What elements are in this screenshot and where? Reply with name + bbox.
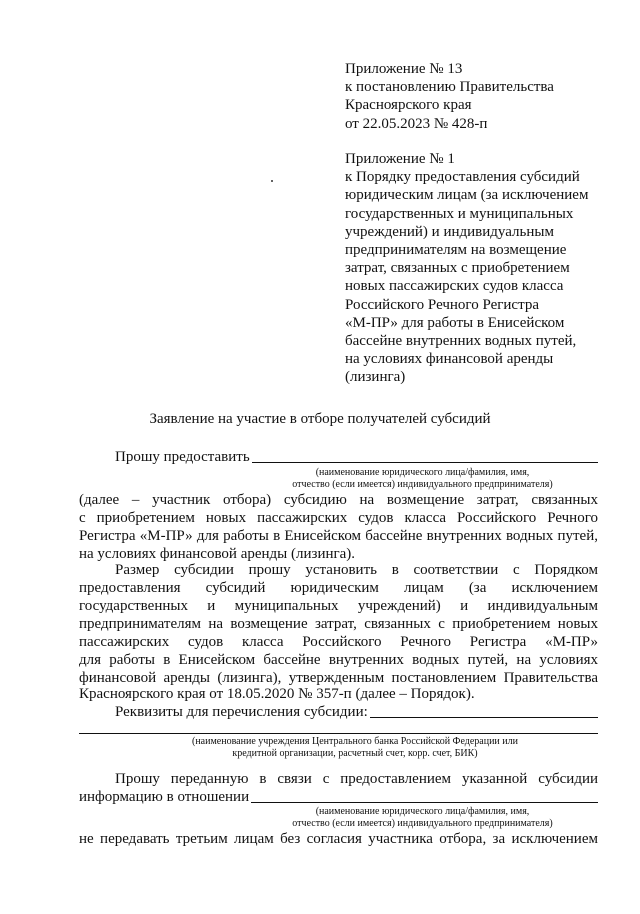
para1-line: Регистра «М-ПР» для работы в Енисейском бассейне внутренних водных путей, <box>79 528 598 544</box>
caption-line: (наименование юридического лица/фамилия, имя, <box>315 467 530 478</box>
annex-line: Российского Речного Регистра <box>345 296 539 313</box>
annex-line: затрат, связанных с приобретением <box>345 260 570 277</box>
annex-line: Приложение № 1 <box>345 151 455 167</box>
request-applicant-field[interactable] <box>252 448 598 463</box>
annex-line: новых пассажирских судов класса <box>345 278 564 295</box>
annex-line: к Порядку предоставления субсидий <box>345 169 580 186</box>
caption-line: кредитной организации, расчетный счет, корр. счет, БИК) <box>232 747 478 759</box>
para3-line: Прошу переданную в связи с предоставлением указанной субсидии <box>115 771 598 787</box>
scan-speck <box>271 180 273 182</box>
annex-line: Приложение № 13 <box>345 61 463 77</box>
annex-line: Красноярского края <box>345 97 472 114</box>
para2-line: Размер субсидии прошу установить в соответствии с Порядком <box>115 562 598 578</box>
annex-13-header <box>345 60 610 133</box>
para1-line: с приобретением новых пассажирских судов класса Российского Речного <box>79 510 598 526</box>
requisites-field[interactable] <box>370 703 598 718</box>
request-row <box>79 448 598 466</box>
annex-line: учреждений) и индивидуальным <box>345 223 554 240</box>
info-row <box>79 788 598 806</box>
request-label: Прошу предоставить <box>115 449 250 465</box>
para2-line: пассажирских судов класса Российского Речного Регистра «М-ПР» <box>79 634 598 650</box>
para2-line: государственных и муниципальных учреждений) и индивидуальным <box>79 598 598 614</box>
requisites-caption <box>150 736 560 759</box>
annex-line: от 22.05.2023 № 428-п <box>345 115 488 132</box>
para2-line: предоставления субсидий юридическим лицам (за исключением <box>79 580 598 596</box>
caption-line: (наименование учреждения Центрального банка Российской Федерации или <box>192 736 518 747</box>
annex-line: к постановлению Правительства <box>345 79 554 96</box>
document-title: Заявление на участие в отборе получателей субсидий <box>149 411 491 427</box>
info-recipient-field[interactable] <box>251 788 598 803</box>
requisites-field-line[interactable] <box>79 733 598 734</box>
requisites-row <box>79 703 598 721</box>
para1-line: (далее – участник отбора) субсидию на возмещение затрат, связанных <box>79 492 598 508</box>
annex-line: на условиях финансовой аренды <box>345 351 554 368</box>
para3-line: информацию в отношении <box>79 789 250 805</box>
para1-line: на условиях финансовой аренды (лизинга). <box>79 546 356 562</box>
annex-line: юридическим лицам (за исключением <box>345 187 589 204</box>
caption-line: (наименование юридического лица/фамилия, имя, <box>315 806 530 817</box>
requisites-label: Реквизиты для перечисления субсидии: <box>115 704 368 720</box>
annex-line: «М-ПР» для работы в Енисейском <box>345 314 565 331</box>
annex-line: бассейне внутренних водных путей, <box>345 333 577 350</box>
info-caption <box>250 806 595 829</box>
para2-line: Красноярского края от 18.05.2020 № 357-п (далее – Порядок). <box>79 686 475 702</box>
annex-line: государственных и муниципальных <box>345 205 574 222</box>
caption-line: отчество (если имеется) индивидуального предпринимателя) <box>292 817 553 829</box>
para2-line: предпринимателям на возмещение затрат, связанных с приобретением новых <box>79 616 598 632</box>
para2-line: финансовой аренды (лизинга), утвержденным постановлением Правительства <box>79 670 598 686</box>
para4-line: не передавать третьим лицам без согласия участника отбора, за исключением <box>79 831 598 847</box>
annex-1-header <box>345 150 610 387</box>
para2-line: для работы в Енисейском бассейне внутренних водных путей, на условиях <box>79 652 598 668</box>
annex-line: (лизинга) <box>345 369 406 386</box>
caption-line: отчество (если имеется) индивидуального предпринимателя) <box>292 478 553 490</box>
annex-line: предпринимателям на возмещение <box>345 242 567 259</box>
request-caption <box>250 467 595 490</box>
